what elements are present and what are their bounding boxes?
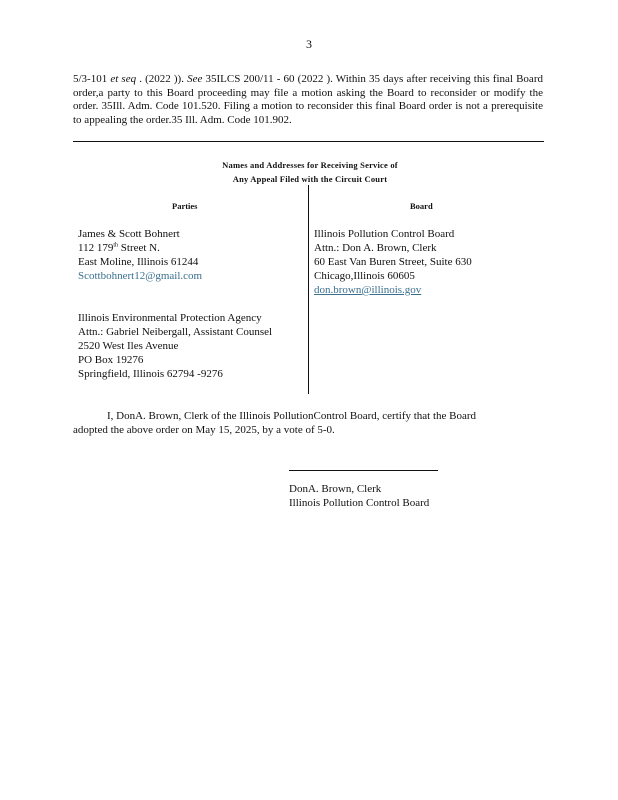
party-address-bohnert (78, 227, 202, 283)
parties-heading: Parties (172, 201, 198, 211)
signature-line (289, 470, 438, 471)
party-street-num: 112 179 (78, 242, 114, 254)
column-divider (308, 185, 309, 394)
signature-block (289, 482, 429, 510)
intro-paragraph (73, 73, 543, 127)
service-title (150, 158, 470, 186)
party-street-name: Street N. (118, 242, 160, 254)
certification-paragraph (73, 409, 513, 437)
board-address (314, 227, 472, 297)
section-rule (73, 141, 544, 142)
party-address-iepa (78, 311, 272, 381)
signature-name: DonA. Brown, Clerk (289, 483, 382, 495)
board-city: Chicago,Illinois 60605 (314, 270, 415, 282)
party-street (78, 241, 202, 255)
board-name: Illinois Pollution Control Board (314, 228, 455, 240)
service-title-line1: Names and Addresses for Receiving Service of (222, 160, 398, 170)
intro-see: See (187, 73, 203, 85)
party-street-sup: th (113, 242, 119, 249)
party-street: 2520 West Iles Avenue (78, 340, 179, 352)
intro-text-a: 5/3-101 (73, 73, 111, 85)
service-title-line2: Any Appeal Filed with the Circuit Court (232, 174, 388, 184)
board-attn: Attn.: Don A. Brown, Clerk (314, 242, 437, 254)
intro-et-seq: et seq (110, 73, 137, 85)
party-po-box: PO Box 19276 (78, 354, 144, 366)
party-name: James & Scott Bohnert (78, 228, 180, 240)
party-attn: Attn.: Gabriel Neibergall, Assistant Counsel (78, 326, 273, 338)
intro-text-c: 35ILCS 200/11 - 60 (2022 ). Within 35 days after receiving this final Board order,a party to this Board proceeding may file a motion asking the Board to reconsider or modify the order. 35Ill. Adm. Code 101.520. Filing a motion to reconsider this final Board order is not a prerequisite to appealing the order.35 Ill. Adm. Code 101.902. (73, 73, 543, 126)
party-name: Illinois Environmental Protection Agency (78, 312, 262, 324)
board-street: 60 East Van Buren Street, Suite 630 (314, 256, 472, 268)
signature-org: Illinois Pollution Control Board (289, 497, 430, 509)
page-number: 3 (306, 37, 312, 51)
certification-text: I, DonA. Brown, Clerk of the Illinois PollutionControl Board, certify that the Board adopted the above order on May 15, 2025, by a vote of 5-0. (73, 410, 477, 436)
board-email-link[interactable]: don.brown@illinois.gov (314, 284, 422, 296)
party-city: East Moline, Illinois 61244 (78, 256, 199, 268)
board-heading: Board (410, 201, 433, 211)
party-email-link[interactable]: Scottbohnert12@gmail.com (78, 270, 203, 282)
intro-text-b: . (2022 )). (136, 73, 188, 85)
party-city: Springfield, Illinois 62794 -9276 (78, 368, 223, 380)
